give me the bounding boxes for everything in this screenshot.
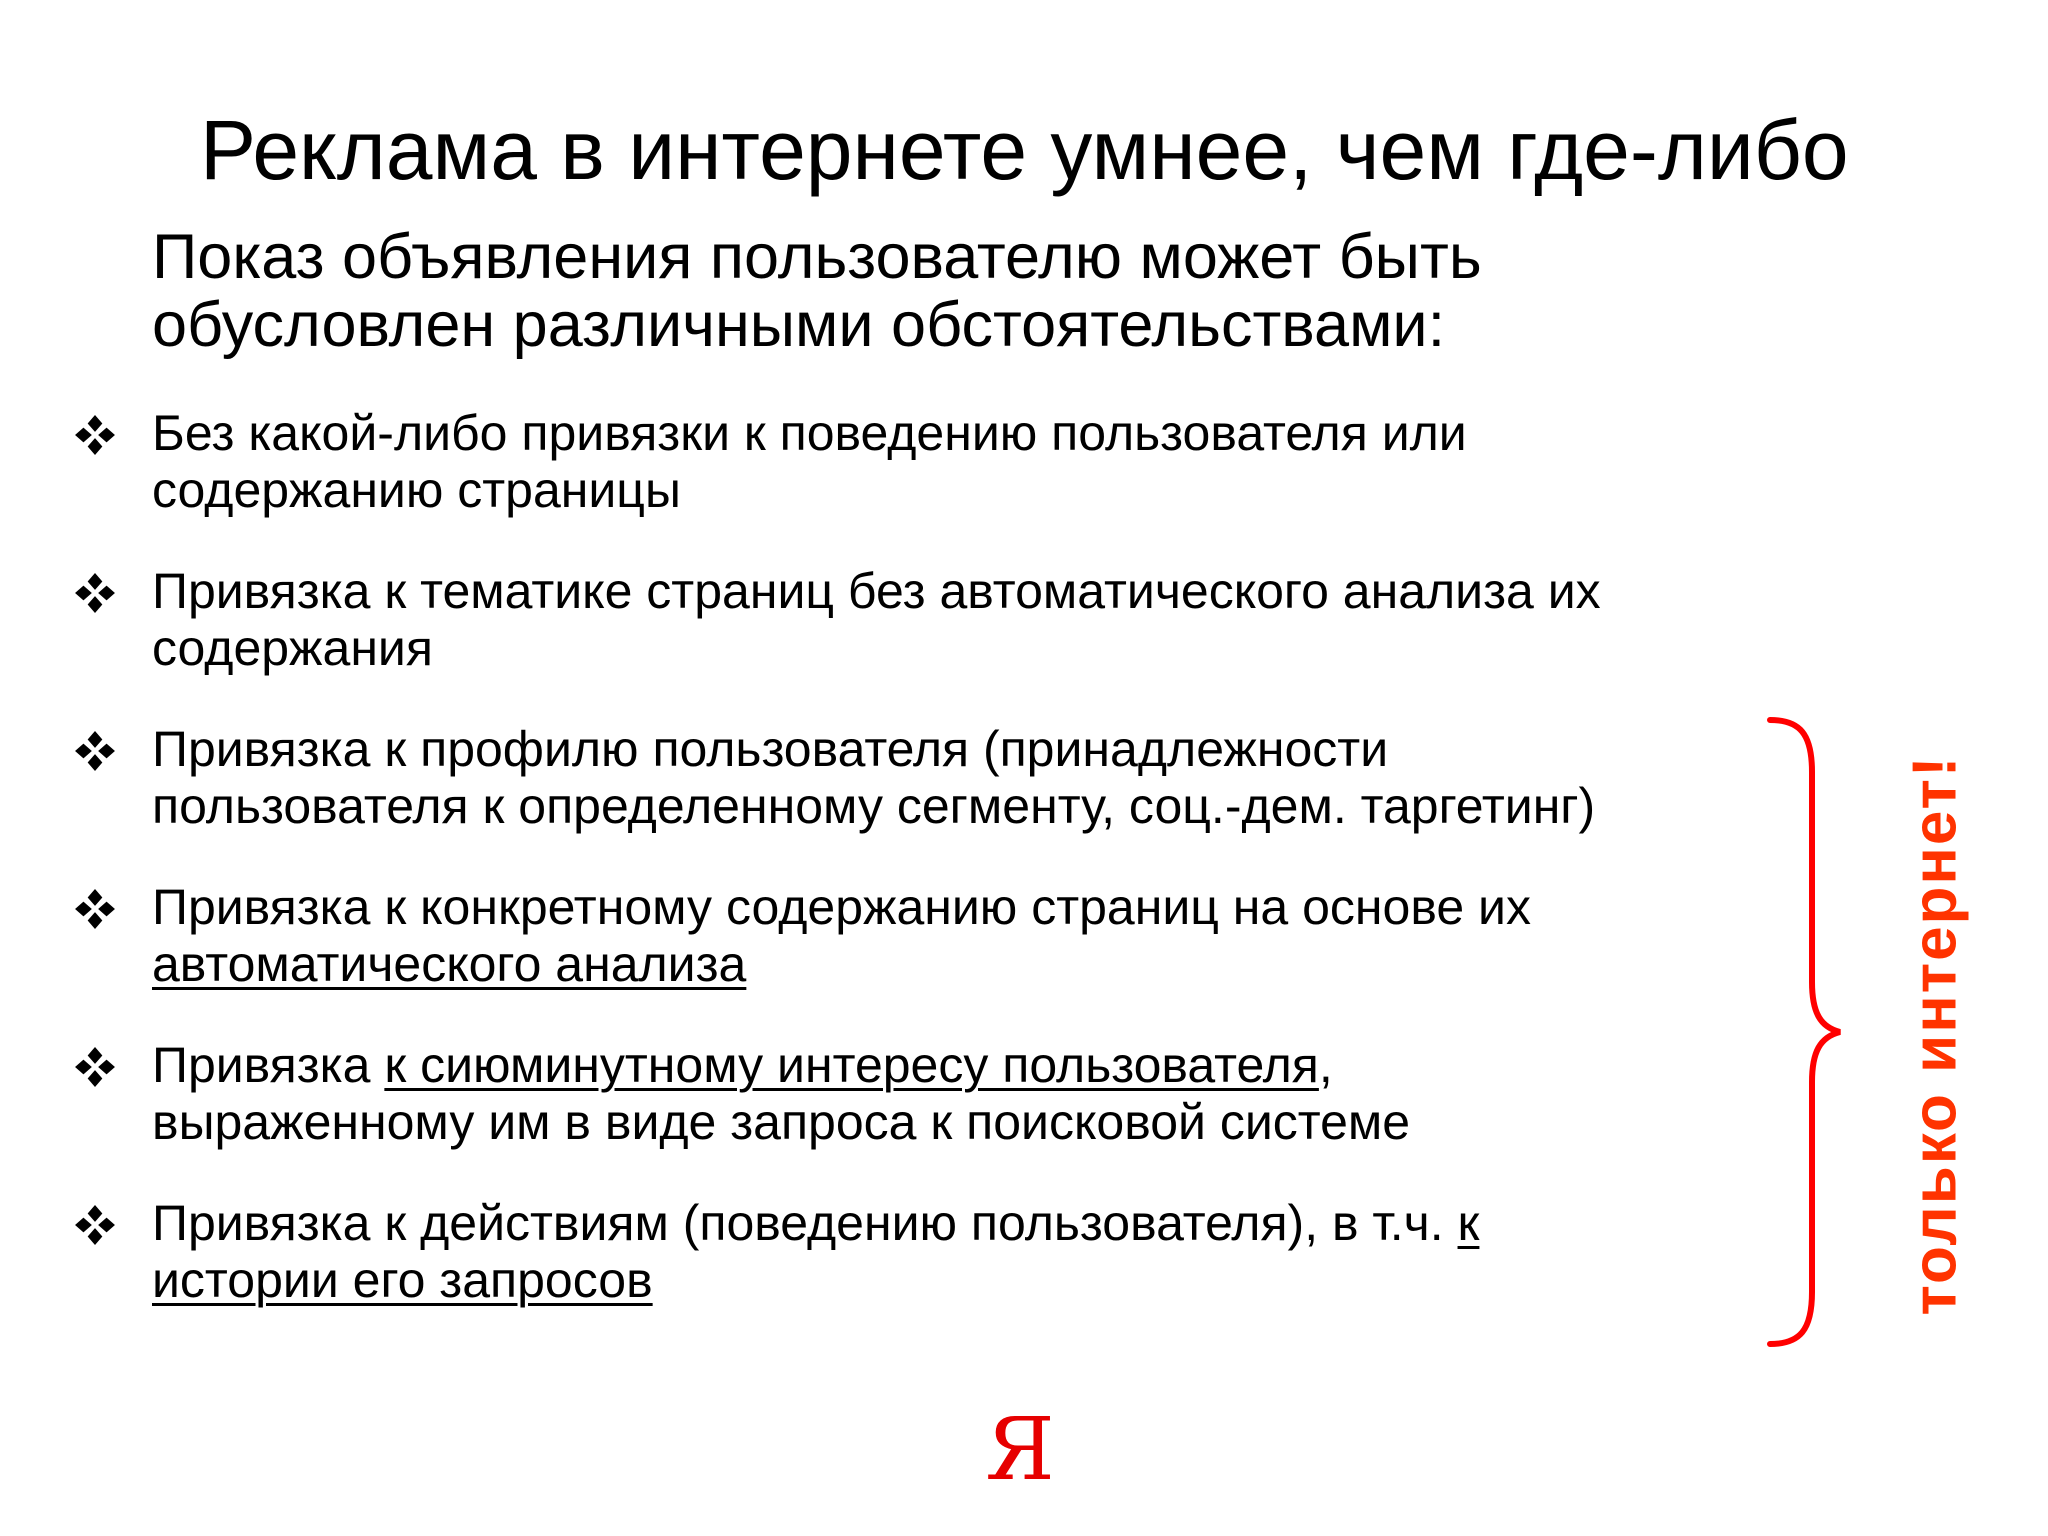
bullet-item-6 xyxy=(70,1195,1830,1309)
bullet-2-line-2: содержания xyxy=(152,620,433,676)
bullet-item-4 xyxy=(70,879,1830,993)
four-diamond-bullet-icon xyxy=(74,730,116,772)
side-note-text: только интернет! xyxy=(1900,754,1970,1316)
slide-title: Реклама в интернете умнее, чем где-либо xyxy=(200,103,1849,197)
intro-line-2: обусловлен различными обстоятельствами: xyxy=(152,290,1446,360)
four-diamond-bullet-icon xyxy=(74,414,116,456)
bullet-5-prefix: Привязка xyxy=(152,1037,385,1093)
yandex-logo: Я xyxy=(985,1400,1055,1500)
bullet-4-line-1: Привязка к конкретному содержанию страниц на основе их xyxy=(152,879,1531,935)
bullet-3-line-1: Привязка к профилю пользователя (принадлежности xyxy=(152,721,1389,777)
bullet-5-suffix: , xyxy=(1318,1037,1333,1093)
bullet-3-line-2: пользователя к определенному сегменту, соц.-дем. таргетинг) xyxy=(152,778,1596,834)
bullet-1-line-1: Без какой-либо привязки к поведению пользователя или xyxy=(152,405,1467,461)
bullet-4-underlined-text: автоматического анализа xyxy=(152,936,747,992)
four-diamond-bullet-icon xyxy=(74,888,116,930)
four-diamond-bullet-icon xyxy=(74,1204,116,1246)
bullet-6-line-2 xyxy=(152,1252,1830,1309)
bullet-2-line-1: Привязка к тематике страниц без автоматического анализа их xyxy=(152,563,1601,619)
bullet-item-5 xyxy=(70,1037,1830,1151)
intro-text xyxy=(152,223,1852,359)
bullet-item-2 xyxy=(70,563,1830,677)
bullet-5-underlined-text: к сиюминутному интересу пользователя xyxy=(384,1037,1319,1093)
bullet-5-line-2: выраженному им в виде запроса к поисковой системе xyxy=(152,1094,1411,1150)
bullet-list xyxy=(70,405,1830,1353)
bullet-item-1 xyxy=(70,405,1830,519)
bullet-6-prefix: Привязка к действиям (поведению пользователя), в т.ч. xyxy=(152,1195,1458,1251)
bullet-6-underlined-text: истории его запросов xyxy=(152,1252,653,1308)
bullet-6-underlined-k: к xyxy=(1457,1195,1480,1251)
bullet-5-line-1 xyxy=(152,1037,1830,1094)
bullet-6-line-1 xyxy=(152,1195,1830,1252)
intro-line-1: Показ объявления пользователю может быть xyxy=(152,222,1482,292)
four-diamond-bullet-icon xyxy=(74,572,116,614)
bullet-4-line-2 xyxy=(152,936,1830,993)
right-curly-brace-icon xyxy=(1760,712,1850,1352)
bullet-1-line-2: содержанию страницы xyxy=(152,462,681,518)
bullet-item-3 xyxy=(70,721,1830,835)
four-diamond-bullet-icon xyxy=(74,1046,116,1088)
